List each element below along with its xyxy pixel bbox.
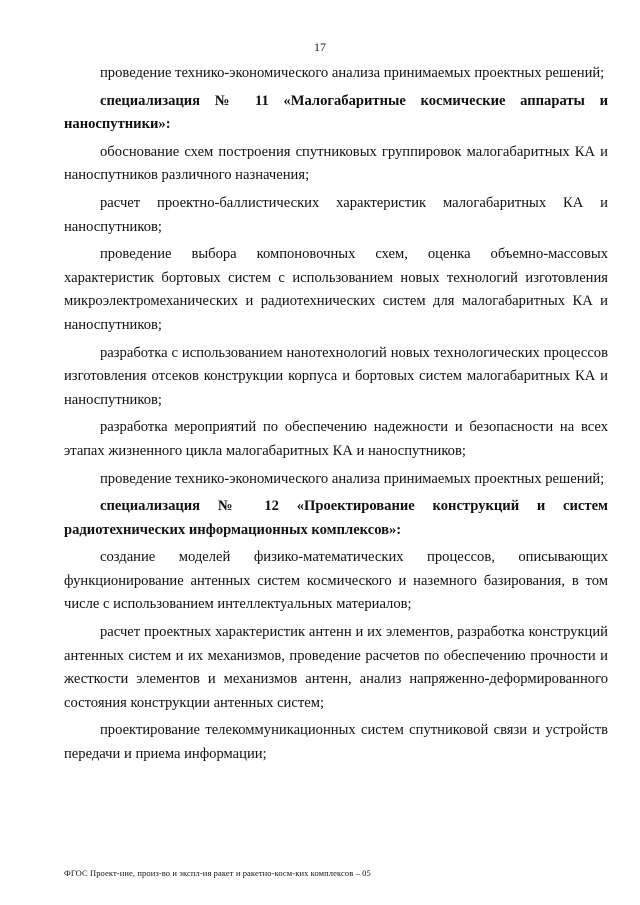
paragraph: обоснование схем построения спутниковых группировок малогабаритных КА и наноспутников различного назначения; bbox=[64, 143, 608, 184]
paragraph: проведение выбора компоновочных схем, оценка объемно-массовых характеристик бортовых систем с использованием новых технологий изготовления микроэлектромеханических и радиотехнических систем для малогабаритных КА и наноспутников; bbox=[64, 246, 608, 333]
paragraph: проведение технико-экономического анализа принимаемых проектных решений; bbox=[100, 470, 605, 487]
document-body bbox=[64, 62, 608, 771]
paragraph: создание моделей физико-математических процессов, описывающих функционирование антенных систем космического и наземного базирования, в том числе с использованием интеллектуальных материалов; bbox=[64, 549, 608, 613]
page-footer: ФГОС Проект-ние, произ-во и экспл-ия ракет и ракетно-косм-ких комплексов – 05 bbox=[64, 868, 371, 878]
paragraph: расчет проектно-баллистических характеристик малогабаритных КА и наноспутников; bbox=[64, 194, 608, 235]
paragraph: расчет проектных характеристик антенн и их элементов, разработка конструкций антенных систем и их механизмов, проведение расчетов по обеспечению прочности и жесткости элементов и механизмов антенн, анализ напряженно-деформированного состояния конструкции антенных систем; bbox=[64, 624, 608, 711]
paragraph: разработка мероприятий по обеспечению надежности и безопасности на всех этапах жизненного цикла малогабаритных КА и наноспутников; bbox=[64, 419, 608, 459]
paragraph: проведение технико-экономического анализа принимаемых проектных решений; bbox=[100, 65, 605, 81]
specialization-heading: специализация № 11 «Малогабаритные космические аппараты и наноспутники»: bbox=[64, 92, 608, 133]
page-number: 17 bbox=[314, 40, 326, 54]
specialization-heading: специализация № 12 «Проектирование конструкций и систем радиотехнических информационных комплексов»: bbox=[64, 498, 608, 538]
paragraph: разработка с использованием нанотехнологий новых технологических процессов изготовления отсеков конструкции корпуса и бортовых систем малогабаритных КА и наноспутников; bbox=[64, 344, 608, 408]
paragraph: проектирование телекоммуникационных систем спутниковой связи и устройств передачи и приема информации; bbox=[64, 722, 608, 763]
